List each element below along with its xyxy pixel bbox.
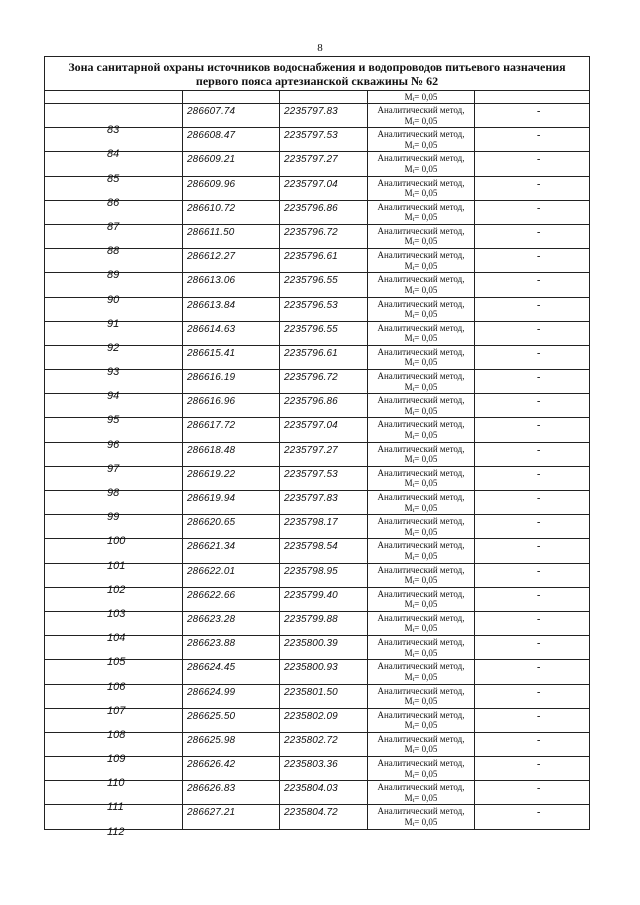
empty-dash: - [537, 734, 541, 746]
method-accuracy: Mt= 0,05 [404, 115, 438, 127]
method-cell [368, 273, 475, 296]
empty-dash: - [537, 613, 541, 625]
coord-y: 2235796.72 [284, 372, 338, 384]
point-number: 95 [107, 414, 120, 427]
empty-dash: - [537, 226, 541, 238]
method-accuracy: Mt= 0,05 [404, 139, 438, 151]
empty-dash: - [537, 565, 541, 577]
method-label: Аналитический метод, [377, 153, 465, 164]
method-accuracy: Mt= 0,05 [404, 816, 438, 828]
empty-dash: - [537, 589, 541, 601]
empty-dash: - [537, 783, 541, 795]
method-cell [368, 467, 475, 490]
method-label: Аналитический метод, [377, 250, 465, 261]
coord-x: 286617.72 [187, 420, 236, 432]
coord-y: 2235804.03 [284, 783, 338, 795]
coord-x: 286626.83 [187, 783, 236, 795]
empty-dash: - [537, 468, 541, 480]
method-cell [368, 298, 475, 321]
coord-y: 2235801.50 [284, 686, 338, 698]
coord-x: 286623.88 [187, 638, 236, 650]
coord-y: 2235796.55 [284, 323, 338, 335]
point-number: 107 [107, 704, 126, 717]
coord-y: 2235796.61 [284, 347, 338, 359]
method-accuracy: Mt= 0,05 [404, 647, 438, 659]
table-row-continuation [45, 91, 589, 104]
method-cell [368, 394, 475, 417]
coordinates-table [44, 56, 590, 838]
empty-dash: - [537, 178, 541, 190]
method-accuracy: Mt= 0,05 [404, 526, 438, 538]
coord-x: 286620.65 [187, 517, 236, 529]
empty-dash: - [537, 759, 541, 771]
coord-y: 2235798.54 [284, 541, 338, 553]
method-accuracy: Mt= 0,05 [404, 236, 438, 248]
coord-x: 286609.96 [187, 178, 236, 190]
method-cell [368, 322, 475, 345]
point-number: 102 [107, 583, 126, 596]
empty-dash: - [537, 517, 541, 529]
method-accuracy: Mt= 0,05 [404, 405, 438, 417]
method-accuracy: Mt= 0,05 [404, 623, 438, 635]
method-accuracy: Mt= 0,05 [404, 502, 438, 514]
coord-x: 286610.72 [187, 202, 236, 214]
point-number: 85 [107, 172, 120, 185]
method-label: Аналитический метод, [377, 685, 465, 696]
point-number: 108 [107, 728, 126, 741]
coord-y: 2235797.04 [284, 178, 338, 190]
empty-dash: - [537, 347, 541, 359]
method-label: Аналитический метод, [377, 709, 465, 720]
coord-x: 286614.63 [187, 323, 236, 335]
empty-dash: - [537, 299, 541, 311]
empty-dash: - [537, 130, 541, 142]
point-number: 92 [107, 341, 120, 354]
method-cell [368, 757, 475, 780]
method-accuracy: Mt= 0,05 [404, 333, 438, 345]
coord-x: 286624.99 [187, 686, 236, 698]
coord-y: 2235796.53 [284, 299, 338, 311]
coord-x: 286622.01 [187, 565, 236, 577]
coord-y: 2235796.86 [284, 396, 338, 408]
coord-x: 286608.47 [187, 130, 236, 142]
method-label: Аналитический метод, [377, 806, 465, 817]
point-number: 109 [107, 753, 126, 766]
point-number: 111 [107, 801, 124, 814]
method-label: Аналитический метод, [377, 564, 465, 575]
coord-y: 2235799.88 [284, 613, 338, 625]
empty-dash: - [537, 275, 541, 287]
method-accuracy: Mt= 0,05 [404, 575, 438, 587]
empty-dash: - [537, 323, 541, 335]
coord-x: 286621.34 [187, 541, 236, 553]
coord-y: 2235803.36 [284, 759, 338, 771]
empty-dash: - [537, 638, 541, 650]
method-accuracy: Mt= 0,05 [404, 550, 438, 562]
empty-dash: - [537, 251, 541, 263]
coord-y: 2235796.61 [284, 251, 338, 263]
method-label: Аналитический метод, [377, 322, 465, 333]
coord-y: 2235796.55 [284, 275, 338, 287]
method-label: Аналитический метод, [377, 274, 465, 285]
method-cell [368, 660, 475, 683]
point-number: 94 [107, 390, 120, 403]
empty-dash: - [537, 396, 541, 408]
method-accuracy: Mt= 0,05 [404, 720, 438, 732]
point-number: 87 [107, 220, 120, 233]
method-accuracy: Mt= 0,05 [404, 260, 438, 272]
empty-dash: - [537, 202, 541, 214]
coord-y: 2235797.27 [284, 154, 338, 166]
coord-y: 2235797.83 [284, 493, 338, 504]
point-number: 105 [107, 656, 126, 669]
page-number: 8 [317, 42, 323, 54]
coord-x: 286609.21 [187, 154, 236, 166]
method-label: Аналитический метод, [377, 201, 465, 212]
point-number: 88 [107, 245, 120, 258]
coord-x: 286615.41 [187, 347, 236, 359]
coord-x: 286627.21 [187, 807, 236, 819]
coord-x: 286625.98 [187, 734, 236, 746]
method-cell [368, 733, 475, 756]
point-number: 110 [107, 777, 125, 790]
method-accuracy: Mt= 0,05 [404, 768, 438, 780]
coord-y: 2235796.86 [284, 202, 338, 214]
method-label: Аналитический метод, [377, 443, 465, 454]
method-label: Аналитический метод, [377, 177, 465, 188]
empty-dash: - [537, 106, 541, 117]
point-number: 100 [107, 535, 126, 548]
method-label: Аналитический метод, [377, 612, 465, 623]
method-cell [368, 346, 475, 369]
coord-x: 286619.22 [187, 468, 236, 480]
coord-y: 2235799.40 [284, 589, 338, 601]
point-number: 90 [107, 293, 120, 306]
empty-dash: - [537, 420, 541, 432]
coord-x: 286611.50 [187, 226, 235, 238]
method-label: Аналитический метод, [377, 395, 465, 406]
point-number: 86 [107, 196, 120, 209]
method-label: Аналитический метод, [377, 467, 465, 478]
empty-dash: - [537, 493, 541, 504]
method-label: Аналитический метод, [377, 733, 465, 744]
method-accuracy: Mt= 0,05 [404, 212, 438, 224]
method-cell [368, 805, 475, 828]
method-cell [368, 225, 475, 248]
method-cell: Mt= 0,05 [368, 91, 475, 103]
method-accuracy: Mt= 0,05 [404, 454, 438, 466]
method-cell [368, 685, 475, 708]
coord-x: 286613.06 [187, 275, 236, 287]
method-accuracy: Mt= 0,05 [404, 671, 438, 683]
method-accuracy: Mt= 0,05 [404, 284, 438, 296]
method-accuracy: Mt= 0,05 [404, 429, 438, 441]
method-accuracy: Mt= 0,05 [404, 478, 438, 490]
method-label: Аналитический метод, [377, 225, 465, 236]
method-cell [368, 201, 475, 224]
coord-x: 286619.94 [187, 493, 236, 504]
empty-dash: - [537, 686, 541, 698]
table-row [45, 805, 589, 838]
method-cell [368, 418, 475, 441]
method-label: Аналитический метод, [377, 782, 465, 793]
coord-x: 286613.84 [187, 299, 236, 311]
method-cell [368, 539, 475, 562]
empty-dash: - [537, 154, 541, 166]
coord-y: 2235798.17 [284, 517, 338, 529]
method-cell [368, 128, 475, 151]
point-number: 99 [107, 511, 120, 524]
method-label: Аналитический метод, [377, 516, 465, 527]
method-label: Аналитический метод, [377, 298, 465, 309]
empty-dash: - [537, 541, 541, 553]
method-accuracy: Mt= 0,05 [404, 309, 438, 320]
point-number: 84 [107, 148, 120, 161]
method-accuracy: Mt= 0,05 [404, 381, 438, 393]
method-cell [368, 491, 475, 514]
method-accuracy: Mt= 0,05 [404, 696, 438, 707]
method-cell [368, 588, 475, 611]
method-cell [368, 104, 475, 127]
method-label: Аналитический метод, [377, 540, 465, 551]
point-number: 106 [107, 680, 126, 693]
coord-x: 286616.96 [187, 396, 236, 408]
coord-y: 2235797.83 [284, 106, 338, 117]
empty-dash: - [537, 444, 541, 456]
method-accuracy: Mt= 0,05 [404, 599, 438, 611]
coord-y: 2235800.39 [284, 638, 338, 650]
method-label: Аналитический метод, [377, 758, 465, 769]
method-accuracy: Mt= 0,05 [404, 357, 438, 369]
method-label: Аналитический метод, [377, 637, 465, 648]
coord-x: 286618.48 [187, 444, 236, 456]
coord-x: 286607.74 [187, 106, 236, 117]
coord-x: 286622.66 [187, 589, 236, 601]
point-number: 96 [107, 438, 120, 451]
coord-x: 286616.19 [187, 372, 236, 384]
coord-y: 2235796.72 [284, 226, 338, 238]
point-number: 112 [107, 825, 125, 838]
coord-y: 2235797.53 [284, 130, 338, 142]
coord-y: 2235797.27 [284, 444, 338, 456]
method-accuracy: Mt= 0,05 [404, 188, 438, 200]
empty-dash: - [537, 372, 541, 384]
method-label: Аналитический метод, [377, 346, 465, 357]
coord-y: 2235797.53 [284, 468, 338, 480]
method-cell [368, 636, 475, 659]
point-number: 91 [107, 317, 120, 330]
coord-y: 2235798.95 [284, 565, 338, 577]
coord-y: 2235797.04 [284, 420, 338, 432]
method-cell [368, 443, 475, 466]
method-cell [368, 709, 475, 732]
method-cell [368, 177, 475, 200]
method-label: Аналитический метод, [377, 661, 465, 672]
method-label: Аналитический метод, [377, 419, 465, 430]
empty-dash: - [537, 710, 541, 722]
coord-x: 286625.50 [187, 710, 236, 722]
method-label: Аналитический метод, [377, 105, 465, 115]
method-label: Аналитический метод, [377, 371, 465, 382]
point-number: 83 [107, 124, 120, 137]
point-number: 104 [107, 632, 126, 645]
point-number: 98 [107, 487, 120, 499]
table-body [45, 104, 589, 838]
coord-y: 2235804.72 [284, 807, 338, 819]
method-cell [368, 515, 475, 538]
method-accuracy: Mt= 0,05 [404, 744, 438, 756]
point-number: 101 [107, 559, 126, 572]
coord-x: 286624.45 [187, 662, 236, 674]
method-label: Аналитический метод, [377, 492, 465, 502]
coord-x: 286626.42 [187, 759, 236, 771]
empty-dash: - [537, 807, 541, 819]
point-number: 89 [107, 269, 120, 282]
method-cell [368, 612, 475, 635]
coord-x: 286623.28 [187, 613, 236, 625]
method-cell [368, 781, 475, 804]
method-cell [368, 152, 475, 175]
point-number: 103 [107, 607, 126, 620]
coord-x: 286612.27 [187, 251, 236, 263]
method-label: Аналитический метод, [377, 588, 465, 599]
coord-y: 2235800.93 [284, 662, 338, 674]
method-accuracy: Mt= 0,05 [404, 792, 438, 804]
coord-y: 2235802.72 [284, 734, 338, 746]
method-cell [368, 370, 475, 393]
method-cell [368, 564, 475, 587]
table-title: Зона санитарной охраны источников водоснабжения и водопроводов питьевого назначения первого пояса артезианской скважины № 62 [45, 57, 589, 91]
point-number: 97 [107, 462, 120, 475]
point-number: 93 [107, 366, 120, 379]
empty-dash: - [537, 662, 541, 674]
method-label: Аналитический метод, [377, 129, 465, 140]
method-accuracy: Mt= 0,05 [404, 163, 438, 175]
method-cell [368, 249, 475, 272]
coord-y: 2235802.09 [284, 710, 338, 722]
